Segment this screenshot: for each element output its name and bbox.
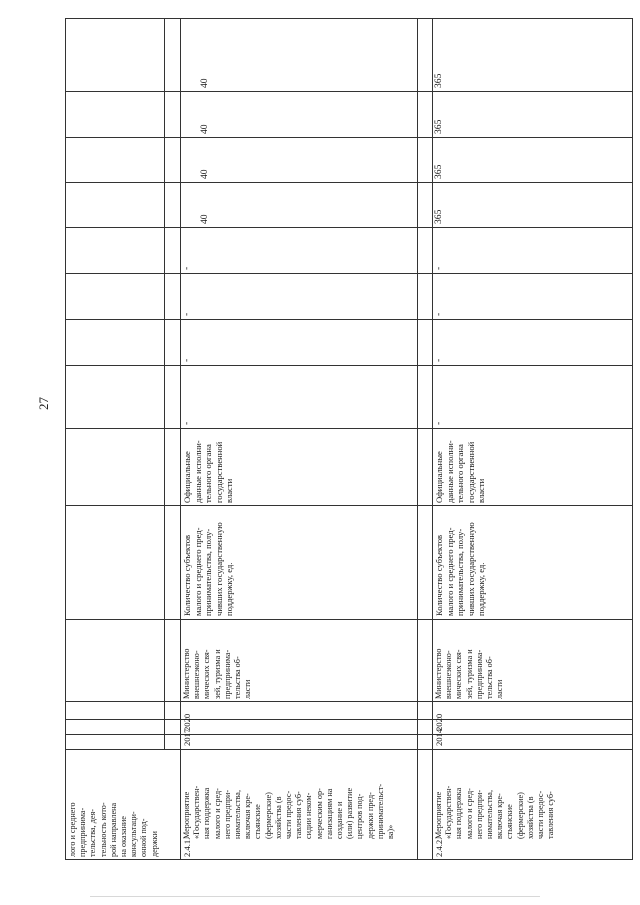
row-description: Мероприятие «Государствен- ная поддержка малого и сред- него предпри- нимательства, включая кре- стьянские (фермерские) хозяйства (в части предос- тавления суб- сидии неком- мерческим ор- ганизациям на создание и (или) развитие центров под- держки пред- принимательст- ва)» — [182, 783, 396, 839]
row-value: - — [433, 358, 444, 362]
col-border — [66, 619, 632, 620]
row-value: - — [433, 312, 444, 316]
row-value: 365 — [433, 164, 444, 179]
col-border — [66, 701, 632, 702]
col-border — [66, 137, 632, 138]
col-border — [66, 91, 632, 92]
col-border — [66, 182, 632, 183]
row-value: 40 — [199, 169, 210, 179]
program-table — [65, 18, 633, 860]
row-source: Официальные данные исполни- тельного органа государственной власти — [182, 440, 235, 503]
row-year-end: 2020 — [182, 713, 192, 731]
col-border — [66, 319, 632, 320]
row-value: - — [433, 266, 444, 270]
row-value: 40 — [199, 214, 210, 224]
row-code: 2.4.1. — [182, 837, 192, 857]
row-source: Официальные данные исполни- тельного органа государственной власти — [434, 440, 487, 503]
row-executor: Министерство внешнеэконо- мических свя- зей, туризма и предпринима- тельства об- ласти — [182, 648, 253, 699]
row-indicator: Количество субъектов малого и среднего пред- принимательства, полу- чивших государственную поддержку, ед. — [434, 522, 487, 616]
row-value: - — [181, 266, 192, 270]
row-year-end: 2020 — [434, 713, 444, 731]
col-border — [66, 273, 632, 274]
row-year-start: 2017 — [182, 728, 192, 746]
row-indicator: Количество субъектов малого и среднего пред- принимательства, полу- чивших государственную поддержку, ед. — [182, 522, 235, 616]
row-border — [164, 19, 165, 749]
row-value: 365 — [433, 73, 444, 88]
row-value: - — [181, 312, 192, 316]
row-value: - — [181, 358, 192, 362]
row-border — [432, 19, 433, 859]
col-border — [66, 505, 632, 506]
row-value: 40 — [199, 124, 210, 134]
row-value: - — [433, 421, 444, 425]
row-year-start: 2014 — [434, 728, 444, 746]
fragment-description: лого и среднего предпринима- тельства, дея- тельность кото- рой направлена на оказание консультаци- онной под- держки — [68, 802, 159, 857]
col-border — [66, 227, 632, 228]
row-code: 2.4.2. — [434, 837, 444, 857]
row-value: 365 — [433, 209, 444, 224]
page-number: 27 — [36, 397, 51, 410]
row-value: 365 — [433, 119, 444, 134]
row-value: - — [181, 421, 192, 425]
row-value: 40 — [199, 78, 210, 88]
col-border — [66, 428, 632, 429]
scan-edge-line — [90, 896, 540, 897]
row-border — [180, 19, 181, 859]
row-executor: Министерство внешнеэконо- мических свя- зей, туризма и предпринима- тельства об- ласти — [434, 648, 505, 699]
row-description: Мероприятие «Государствен- ная поддержка малого и сред- него предпри- нимательства, включая кре- стьянские (фермерские) хозяйства (в части предос- тавления суб- — [434, 785, 556, 839]
row-border — [417, 19, 418, 859]
col-border — [66, 365, 632, 366]
